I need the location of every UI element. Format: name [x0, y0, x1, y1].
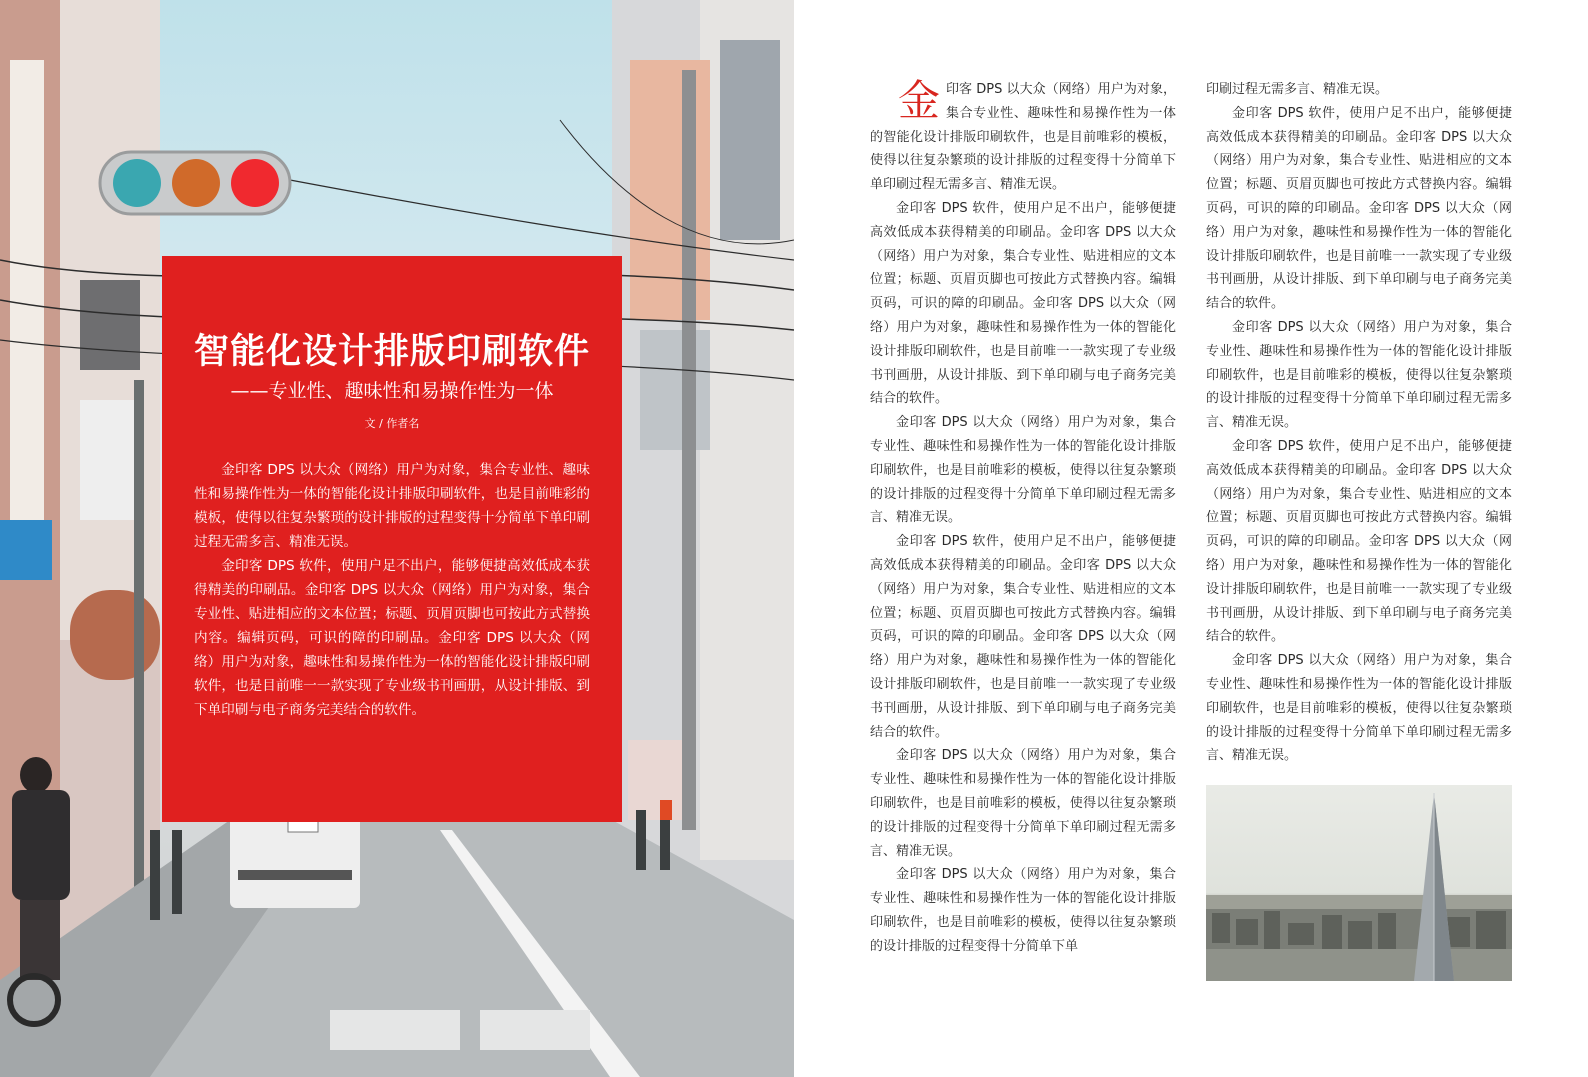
dropcap-letter: 金: [898, 76, 941, 125]
article-title: 智能化设计排版印刷软件: [194, 332, 591, 372]
text-column-right: [1206, 78, 1512, 768]
body-paragraph: 金印客 DPS 以大众（网络）用户为对象，集合专业性、趣味性和易操作性为一体的智能化设计排版印刷软件，也是目前唯彩的模板，使得以往复杂繁琐的设计排版的过程变得十分简单下单: [870, 867, 1176, 954]
card-body-text: [194, 458, 590, 722]
author-byline: 文 / 作者名: [364, 417, 420, 430]
body-paragraph: 金印客 DPS 软件，使用户足不出户，能够便捷高效低成本获得精美的印刷品。金印客 DPS 以大众（网络）用户为对象，集合专业性、贴进相应的文本位置；标题、页眉页脚也可按此方式替换内容。编辑页码，可识的障的印刷品。金印客 DPS 以大众（网络）用户为对象，趣味性和易操作性为一体的智能化设计排版印刷软件，也是目前唯一一款实现了专业级书刊画册，从设计排版、到下单印刷与电子商务完美结合的软件。: [870, 534, 1176, 740]
article-subtitle: ——专业性、趣味性和易操作性为一体: [230, 380, 554, 402]
dropcap-paragraph: [870, 78, 1176, 197]
body-paragraph: 金印客 DPS 以大众（网络）用户为对象，集合专业性、趣味性和易操作性为一体的智能化设计排版印刷软件，也是目前唯彩的模板，使得以往复杂繁琐的设计排版的过程变得十分简单下单印刷过程无需多言、精准无误。: [1206, 653, 1512, 764]
body-paragraph: 金印客 DPS 以大众（网络）用户为对象，集合专业性、趣味性和易操作性为一体的智能化设计排版印刷软件，也是目前唯彩的模板，使得以往复杂繁琐的设计排版的过程变得十分简单下单印刷过程无需多言、精准无误。: [870, 415, 1176, 526]
body-paragraph: 金印客 DPS 软件，使用户足不出户，能够便捷高效低成本获得精美的印刷品。金印客 DPS 以大众（网络）用户为对象，集合专业性、贴进相应的文本位置；标题、页眉页脚也可按此方式替换内容。编辑页码，可识的障的印刷品。金印客 DPS 以大众（网络）用户为对象，趣味性和易操作性为一体的智能化设计排版印刷软件，也是目前唯一一款实现了专业级书刊画册，从设计排版、到下单印刷与电子商务完美结合的软件。: [870, 200, 1176, 407]
body-paragraph: 金印客 DPS 软件，使用户足不出户，能够便捷高效低成本获得精美的印刷品。金印客 DPS 以大众（网络）用户为对象，集合专业性、贴进相应的文本位置；标题、页眉页脚也可按此方式替换内容。编辑页码，可识的障的印刷品。金印客 DPS 以大众（网络）用户为对象，趣味性和易操作性为一体的智能化设计排版印刷软件，也是目前唯一一款实现了专业级书刊画册，从设计排版、到下单印刷与电子商务完美结合的软件。: [1206, 438, 1512, 645]
body-paragraph: 金印客 DPS 以大众（网络）用户为对象，集合专业性、趣味性和易操作性为一体的智能化设计排版印刷软件，也是目前唯彩的模板，使得以往复杂繁琐的设计排版的过程变得十分简单下单印刷过程无需多言、精准无误。: [870, 748, 1176, 859]
body-paragraph: 金印客 DPS 以大众（网络）用户为对象，集合专业性、趣味性和易操作性为一体的智能化设计排版印刷软件，也是目前唯彩的模板，使得以往复杂繁琐的设计排版的过程变得十分简单下单印刷过程无需多言、精准无误。: [1206, 319, 1512, 431]
text-column-left: [870, 78, 1176, 958]
body-paragraph: 金印客 DPS 软件，使用户足不出户，能够便捷高效低成本获得精美的印刷品。金印客 DPS 以大众（网络）用户为对象，集合专业性、贴进相应的文本位置；标题、页眉页脚也可按此方式替换内容。编辑页码，可识的障的印刷品。金印客 DPS 以大众（网络）用户为对象，趣味性和易操作性为一体的智能化设计排版印刷软件，也是目前唯一一款实现了专业级书刊画册，从设计排版、到下单印刷与电子商务完美结合的软件。: [1206, 105, 1512, 312]
title-card: [162, 256, 622, 822]
skyline-photo: [1206, 785, 1512, 981]
continued-paragraph: 印刷过程无需多言、精准无误。: [1206, 82, 1389, 97]
dropcap-paragraph-text: 印客 DPS 以大众（网络）用户为对象，集合专业性、趣味性和易操作性为一体的智能化设计排版印刷软件，也是目前唯彩的模板，使得以往复杂繁琐的设计排版的过程变得十分简单下单印刷过程无需多言、精准无误。: [870, 82, 1176, 193]
card-paragraph: 金印客 DPS 以大众（网络）用户为对象，集合专业性、趣味性和易操作性为一体的智能化设计排版印刷软件，也是目前唯彩的模板，使得以往复杂繁琐的设计排版的过程变得十分简单下单印刷过程无需多言、精准无误。: [194, 462, 590, 550]
card-paragraph: 金印客 DPS 软件，使用户足不出户，能够便捷高效低成本获得精美的印刷品。金印客 DPS 以大众（网络）用户为对象，集合专业性、贴进相应的文本位置；标题、页眉页脚也可按此方式替换内容。编辑页码，可识的障的印刷品。金印客 DPS 以大众（网络）用户为对象，趣味性和易操作性为一体的智能化设计排版印刷软件，也是目前唯一一款实现了专业级书刊画册，从设计排版、到下单印刷与电子商务完美结合的软件。: [194, 558, 590, 718]
skyline-illustration: [1206, 785, 1512, 981]
